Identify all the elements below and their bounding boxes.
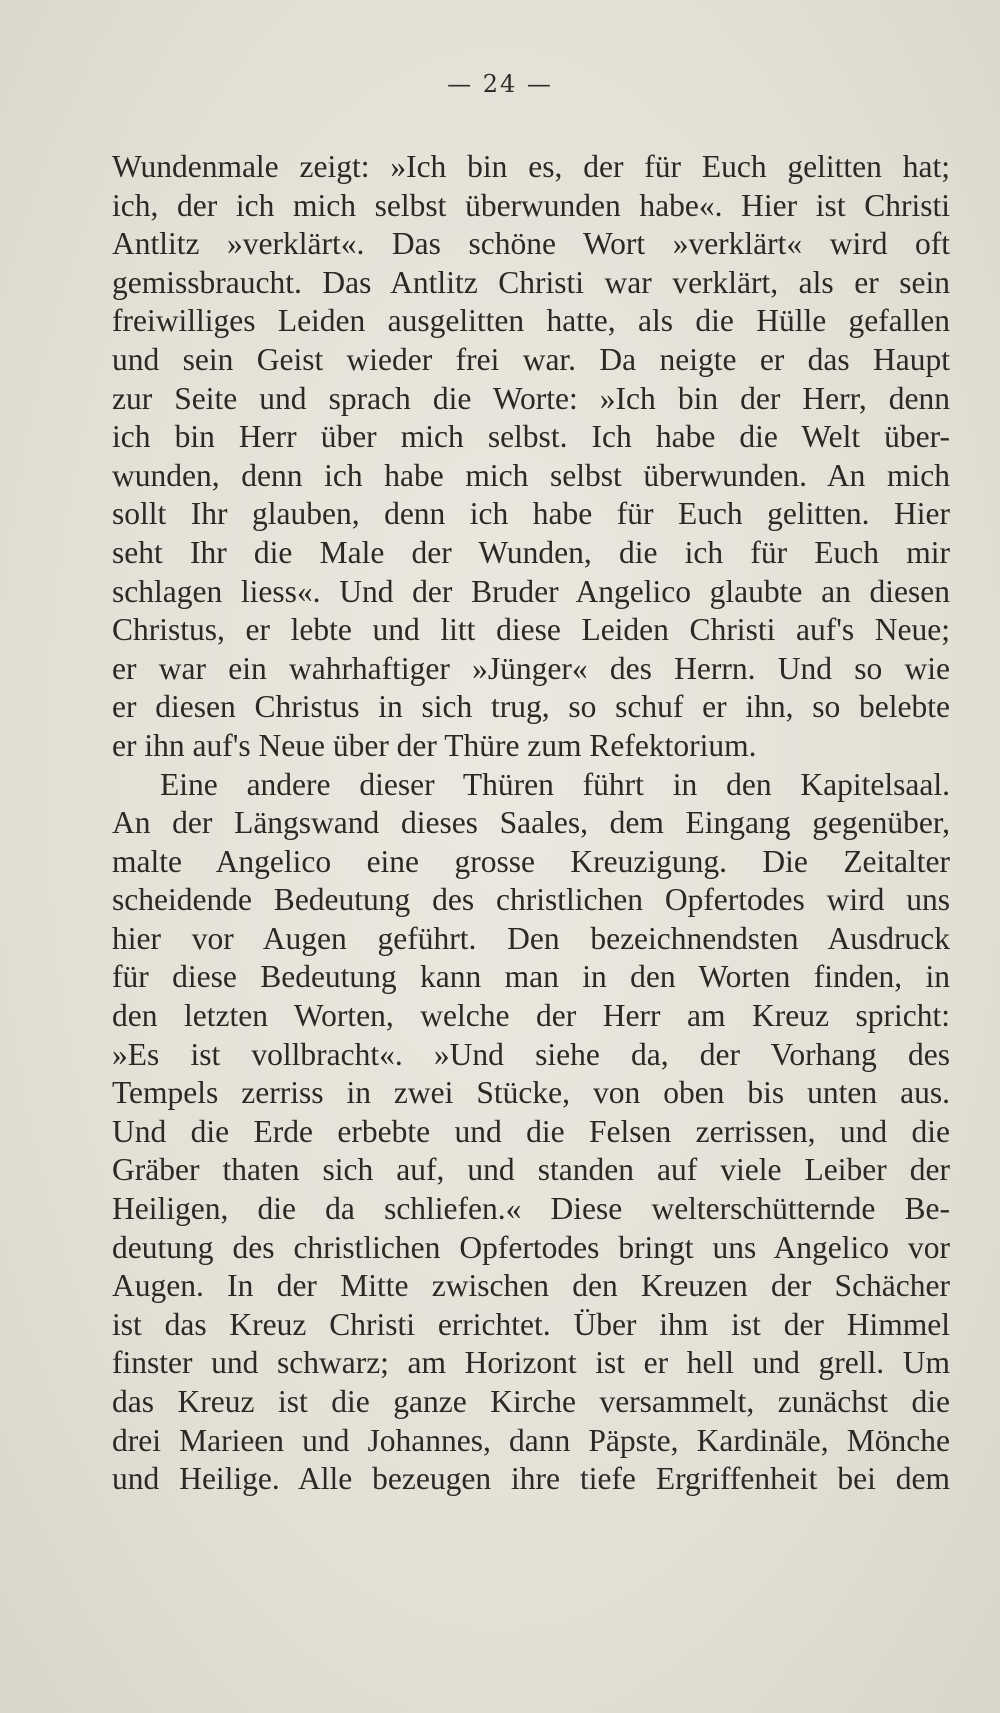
- text-line: malte Angelico eine grosse Kreuzigung. Die Zeitalter: [112, 843, 950, 879]
- text-line: deutung des christlichen Opfertodes bringt uns Angelico vor: [112, 1229, 950, 1265]
- paragraph: [112, 766, 950, 1499]
- text-line: finster und schwarz; am Horizont ist er hell und grell. Um: [112, 1345, 950, 1381]
- text-line: das Kreuz ist die ganze Kirche versammelt, zunächst die: [112, 1384, 950, 1419]
- text-line: Christus, er lebte und litt diese Leiden Christi auf's Neue;: [112, 612, 950, 648]
- text-line: seht Ihr die Male der Wunden, die ich für Euch mir: [112, 534, 950, 570]
- text-line: Augen. In der Mitte zwischen den Kreuzen der Schächer: [112, 1268, 950, 1304]
- text-line: er war ein wahrhaftiger »Jünger« des Herrn. Und so wie: [112, 650, 950, 686]
- text-line: den letzten Worten, welche der Herr am Kreuz spricht:: [112, 998, 950, 1034]
- text-line: drei Marieen und Johannes, dann Päpste, Kardinäle, Mönche: [112, 1422, 950, 1458]
- text-line: ich, der ich mich selbst überwunden habe«. Hier ist Christi: [112, 187, 950, 223]
- text-line: freiwilliges Leiden ausgelitten hatte, als die Hülle gefallen: [112, 303, 950, 339]
- text-line: »Es ist vollbracht«. »Und siehe da, der Vorhang des: [112, 1036, 950, 1072]
- paragraph: [112, 148, 950, 766]
- text-line: ist das Kreuz Christi errichtet. Über ihm ist der Himmel: [112, 1306, 950, 1342]
- text-line: und sein Geist wieder frei war. Da neigte er das Haupt: [112, 341, 950, 377]
- text-line: schlagen liess«. Und der Bruder Angelico glaubte an diesen: [112, 573, 950, 609]
- text-line: wunden, denn ich habe mich selbst überwunden. An mich: [112, 457, 950, 493]
- text-line: sollt Ihr glauben, denn ich habe für Euch gelitten. Hier: [112, 496, 950, 532]
- text-line: An der Längswand dieses Saales, dem Eingang gegenüber,: [112, 805, 950, 841]
- text-line: Heiligen, die da schliefen.« Diese welterschütternde Be-: [112, 1191, 950, 1227]
- text-line: zur Seite und sprach die Worte: »Ich bin der Herr, denn: [112, 380, 950, 416]
- text-line: Antlitz »verklärt«. Das schöne Wort »verklärt« wird oft: [112, 226, 950, 262]
- text-line: Gräber thaten sich auf, und standen auf viele Leiber der: [112, 1152, 950, 1188]
- text-line: ich bin Herr über mich selbst. Ich habe die Welt über-: [112, 419, 950, 455]
- text-line: und Heilige. Alle bezeugen ihre tiefe Ergriffenheit bei dem: [112, 1461, 950, 1497]
- text-line: für diese Bedeutung kann man in den Worten finden, in: [112, 959, 950, 995]
- text-line: Und die Erde erbebte und die Felsen zerrissen, und die: [112, 1113, 950, 1149]
- text-line: er diesen Christus in sich trug, so schuf er ihn, so belebte: [112, 689, 950, 725]
- text-line: er ihn auf's Neue über der Thüre zum Refektorium.: [112, 727, 757, 763]
- page-number: — 24 —: [447, 70, 553, 98]
- text-line: Eine andere dieser Thüren führt in den Kapitelsaal.: [160, 766, 950, 802]
- text-line: Wundenmale zeigt: »Ich bin es, der für Euch gelitten hat;: [112, 149, 950, 184]
- text-line: hier vor Augen geführt. Den bezeichnendsten Ausdruck: [112, 920, 950, 956]
- text-line: gemissbraucht. Das Antlitz Christi war verklärt, als er sein: [112, 264, 950, 300]
- text-line: Tempels zerriss in zwei Stücke, von oben bis unten aus.: [112, 1075, 950, 1111]
- text-line: scheidende Bedeutung des christlichen Opfertodes wird uns: [112, 882, 950, 918]
- body-text: [112, 148, 950, 1499]
